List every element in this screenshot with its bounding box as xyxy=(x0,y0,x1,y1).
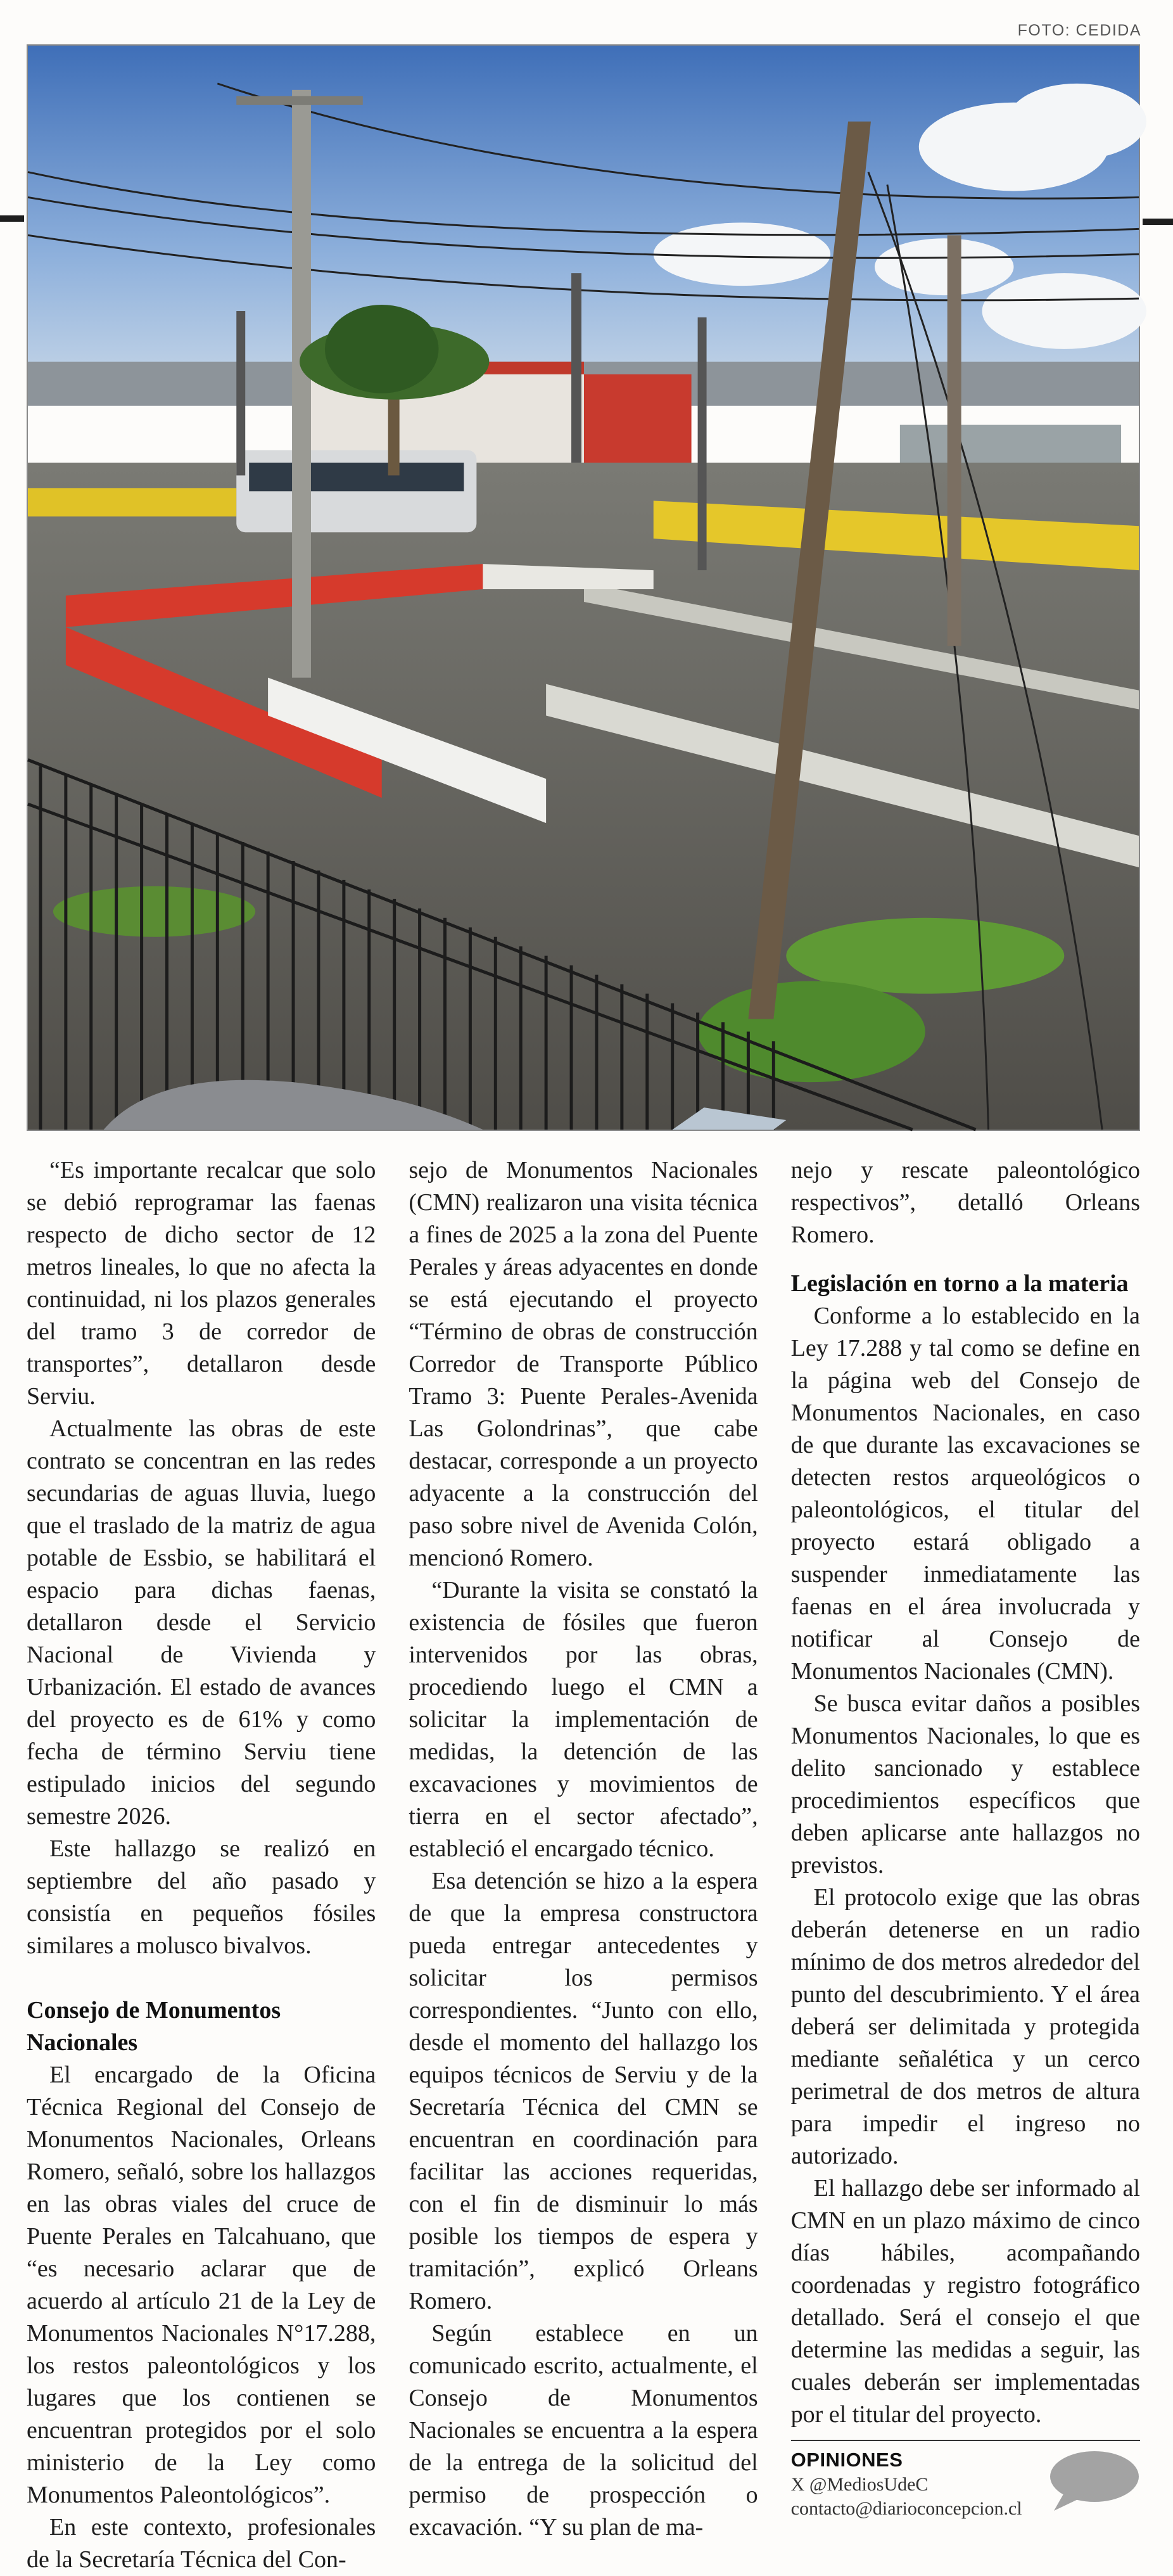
paragraph: En este contexto, profesionales de la Secretaría Técnica del Con- xyxy=(27,2514,376,2573)
paragraph: “Es importante recalcar que solo se debió reprogramar las faenas respecto de dicho sector de 12 metros lineales, lo que no afecta la continuidad, ni los plazos generales del tramo 3 de corredor de transportes”, detallaron desde Serviu. xyxy=(27,1157,376,1410)
opinions-box xyxy=(791,2440,1140,2521)
red-building xyxy=(584,374,692,469)
paragraph: Esa detención se hizo a la espera de que la empresa constructora pueda entregar antecedentes y solicitar los permisos correspondientes. “Junto con ello, desde el momento del hallazgo los equipos técnicos de Serviu y de la Secretaría Técnica del CMN se encuentran en coordinación para facilitar las acciones requeridas, con el fin de disminuir lo más posible los tiempos de espera y tramitación”, explicó Orleans Romero. xyxy=(409,1868,758,2314)
paragraph: El hallazgo debe ser informado al CMN en un plazo máximo de cinco días hábiles, acompañando coordenadas y registro fotográfico detallado. Será el consejo el que determine las medidas a seguir, las cuales deberán ser implementadas por el titular del proyecto. xyxy=(790,2175,1140,2428)
paragraph: nejo y rescate paleontológico respectivos”, detalló Orleans Romero. xyxy=(790,1157,1140,1248)
opinions-handle[interactable]: X @MediosUdeC xyxy=(790,2474,929,2495)
street-construction-photo xyxy=(27,44,1140,1131)
concrete-pole xyxy=(292,90,311,678)
left-edge-rule xyxy=(0,215,24,222)
opinions-email[interactable]: contacto@diarioconcepcion.cl xyxy=(790,2498,1022,2519)
paragraph: “Durante la visita se constató la existencia de fósiles que fueron intervenidos por las obras, procediendo luego el CMN a solicitar la implementación de medidas, la detención de las excavaciones y movimientos de tierra en el sector afectado”, estableció el encargado técnico. xyxy=(409,1577,758,1862)
speech-bubble-icon xyxy=(1045,2449,1140,2512)
opinions-title: OPINIONES xyxy=(790,2449,903,2471)
sky xyxy=(28,46,1139,400)
paragraph: Actualmente las obras de este contrato se concentran en las redes secundarias de aguas lluvia, luego que el traslado de la matriz de agua potable de Essbio, se habilitará el espacio para dichas faenas, detallaron desde el Servicio Nacional de Vivienda y Urbanización. El estado de avances del proyecto es de 61% y como fecha de término Serviu tiene estipulado inicios del segundo semestre 2026. xyxy=(27,1415,376,1830)
photo-illustration xyxy=(28,46,1139,1130)
paragraph: sejo de Monumentos Nacionales (CMN) realizaron una visita técnica a fines de 2025 a la zona del Puente Perales y áreas adyacentes en donde se está ejecutando el proyecto “Término de obras de construcción Corredor de Transporte Público Tramo 3: Puente Perales-Avenida Las Golondrinas”, que cabe destacar, corresponde a un proyecto adyacente a la construcción del paso sobre nivel de Avenida Colón, mencionó Romero. xyxy=(409,1157,758,1571)
column-3 xyxy=(791,1154,1140,2576)
article-columns xyxy=(27,1154,1140,2573)
subheading-legislacion: Legislación en torno a la materia xyxy=(790,1270,1129,1297)
paragraph: Este hallazgo se realizó en septiembre del año pasado y consistía en pequeños fósiles similares a molusco bivalvos. xyxy=(27,1835,376,1959)
paragraph: Según establece en un comunicado escrito, actualmente, el Consejo de Monumentos Nacionales se encuentra a la espera de la entrega de la solicitud del permiso de prospección o excavación. “Y su plan de ma- xyxy=(409,2320,758,2541)
right-edge-rule xyxy=(1143,219,1173,225)
column-1 xyxy=(27,1154,376,2576)
photo-credit: FOTO: CEDIDA xyxy=(1017,22,1141,39)
column-2 xyxy=(409,1154,758,2576)
paragraph: El encargado de la Oficina Técnica Regional del Consejo de Monumentos Nacionales, Orleans Romero, señaló, sobre los hallazgos en las obras viales del cruce de Puente Perales en Talcahuano, que “es necesario aclarar que de acuerdo al artículo 21 de la Ley de Monumentos Nacionales N°17.288, los restos paleontológicos y los lugares que los contienen se encuentran protegidos por el solo ministerio de la Ley como Monumentos Paleontológicos”. xyxy=(27,2062,376,2508)
paragraph: Se busca evitar daños a posibles Monumentos Nacionales, lo que es delito sancionado y establece procedimientos específicos que deben aplicarse ante hallazgos no previstos. xyxy=(790,1690,1140,1878)
paragraph: Conforme a lo establecido en la Ley 17.288 y tal como se define en la página web del Consejo de Monumentos Nacionales, en caso de que durante las excavaciones se detecten restos arqueológicos o paleontológicos, el titular del proyecto estará obligado a suspender inmediatamente las faenas en el área involucrada y notificar al Consejo de Monumentos Nacionales (CMN). xyxy=(790,1303,1140,1685)
paragraph: El protocolo exige que las obras deberán detenerse en un radio mínimo de dos metros alrededor del punto del descubrimiento. Y el área deberá ser delimitada y protegida mediante señalética y un cerco perimetral de dos metros de altura para impedir el ingreso no autorizado. xyxy=(790,1884,1140,2169)
subheading-consejo: Consejo de Monumentos Nacionales xyxy=(27,1997,281,2056)
